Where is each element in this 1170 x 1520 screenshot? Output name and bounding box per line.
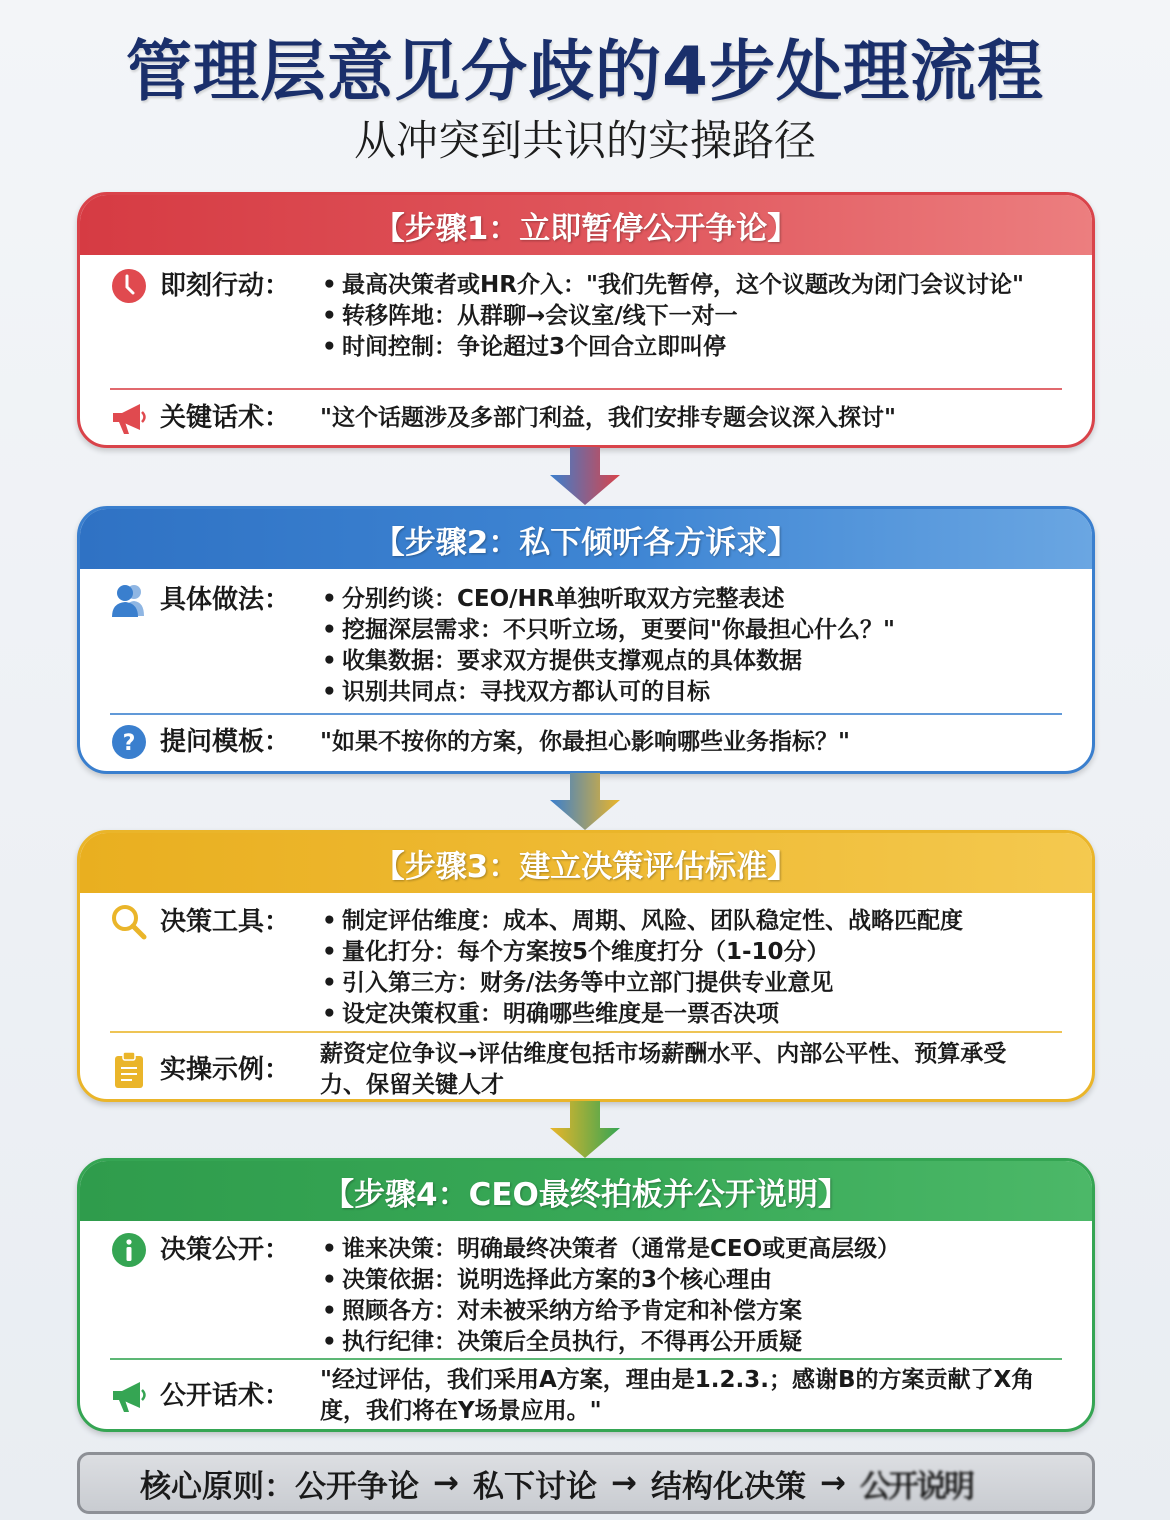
step-3-example [80, 1039, 1092, 1101]
step-1-script [80, 399, 1092, 437]
flow-step: 私下讨论 [472, 1468, 597, 1505]
bullet-item: • 引入第三方：财务/法务等中立部门提供专业意见 [320, 968, 1092, 999]
page-subtitle: 从冲突到共识的实操路径 [353, 116, 816, 165]
template-text: "如果不按你的方案，你最担心影响哪些业务指标？" [320, 729, 850, 755]
step-3-header [80, 833, 1092, 893]
step-1-card [77, 192, 1095, 448]
bullet-item: • 决策依据：说明选择此方案的3个核心理由 [320, 1265, 1092, 1296]
megaphone-icon [110, 1377, 148, 1415]
divider [110, 713, 1062, 715]
script-text: "经过评估，我们采用A方案，理由是1.2.3.；感谢B的方案贡献了X角度，我们将在Y场景应用。" [320, 1367, 1035, 1424]
bullet-item: • 最高决策者或HR介入："我们先暂停，这个议题改为闭门会议讨论" [320, 270, 1092, 301]
bullet-item: • 执行纪律：决策后全员执行，不得再公开质疑 [320, 1327, 1092, 1358]
core-principle-label: 核心原则： [140, 1468, 295, 1505]
flow-arrow: → [433, 1465, 459, 1501]
bullet-item: • 分别约谈：CEO/HR单独听取双方完整表述 [320, 584, 1092, 615]
down-arrow-icon [550, 447, 620, 507]
step-4-card [77, 1158, 1095, 1432]
step-3-card [77, 830, 1095, 1102]
flow-arrow: → [819, 1465, 846, 1501]
flow-arrow: → [610, 1465, 637, 1501]
step-3-tools [80, 903, 1092, 1030]
section-label: 决策工具： [160, 907, 291, 937]
step-1-header [80, 195, 1092, 255]
section-label: 即刻行动： [160, 271, 291, 301]
flow-step: 结构化决策 [650, 1468, 806, 1505]
megaphone-icon [110, 399, 148, 437]
step-3-title: 【步骤3：建立决策评估标准】 [373, 848, 799, 885]
bullet-item: • 转移阵地：从群聊→会议室/线下一对一 [320, 301, 1092, 332]
step-2-template [80, 723, 1092, 761]
bullet-list [320, 906, 1092, 1030]
step-4-header [80, 1161, 1092, 1221]
question-icon [110, 723, 148, 761]
section-label: 公开话术： [160, 1381, 291, 1411]
svg-text:?: ? [122, 731, 136, 756]
bullet-item: • 收集数据：要求双方提供支撑观点的具体数据 [320, 646, 1092, 677]
step-2-methods [80, 581, 1092, 708]
step-2-header [80, 509, 1092, 569]
bullet-item: • 设定决策权重：明确哪些维度是一票否决项 [320, 999, 1092, 1030]
example-text: 薪资定位争议→评估维度包括市场薪酬水平、内部公平性、预算承受力、保留关键人才 [320, 1041, 1007, 1098]
bullet-list [320, 1234, 1092, 1358]
bullet-item: • 时间控制：争论超过3个回合立即叫停 [320, 332, 1092, 363]
step-1-actions [80, 267, 1092, 363]
step-1-title: 【步骤1：立即暂停公开争论】 [373, 210, 799, 247]
section-label: 提问模板： [160, 727, 291, 757]
search-icon [110, 903, 148, 941]
bullet-list [320, 270, 1092, 363]
down-arrow-icon [550, 1101, 620, 1159]
section-label: 实操示例： [160, 1055, 291, 1085]
info-icon [110, 1231, 148, 1269]
script-text: "这个话题涉及多部门利益，我们安排专题会议深入探讨" [320, 405, 896, 431]
bullet-item: • 识别共同点：寻找双方都认可的目标 [320, 677, 1092, 708]
section-label: 关键话术： [160, 403, 291, 433]
divider [110, 1358, 1062, 1360]
bullet-item: • 制定评估维度：成本、周期、风险、团队稳定性、战略匹配度 [320, 906, 1092, 937]
divider [110, 1031, 1062, 1033]
step-4-publish [80, 1231, 1092, 1358]
step-2-title: 【步骤2：私下倾听各方诉求】 [373, 524, 799, 561]
section-label: 决策公开： [160, 1235, 291, 1265]
bullet-item: • 量化打分：每个方案按5个维度打分（1-10分） [320, 937, 1092, 968]
bullet-item: • 谁来决策：明确最终决策者（通常是CEO或更高层级） [320, 1234, 1092, 1265]
step-2-card [77, 506, 1095, 774]
core-principle-bar [77, 1452, 1095, 1514]
flow-step: 公开争论 [295, 1468, 419, 1505]
page-title: 管理层意见分歧的4步处理流程 [126, 33, 1044, 110]
clock-icon [110, 267, 148, 305]
clipboard-icon [110, 1051, 148, 1089]
step-4-script [80, 1365, 1092, 1427]
bullet-item: • 照顾各方：对未被采纳方给予肯定和补偿方案 [320, 1296, 1092, 1327]
users-icon [110, 581, 148, 619]
step-4-title: 【步骤4：CEO最终拍板并公开说明】 [323, 1176, 849, 1213]
section-label: 具体做法： [160, 585, 291, 615]
bullet-item: • 挖掘深层需求：不只听立场，更要问"你最担心什么？" [320, 615, 1092, 646]
bullet-list [320, 584, 1092, 708]
divider [110, 388, 1062, 390]
flow-step: 公开说明 [859, 1468, 972, 1505]
down-arrow-icon [550, 773, 620, 831]
